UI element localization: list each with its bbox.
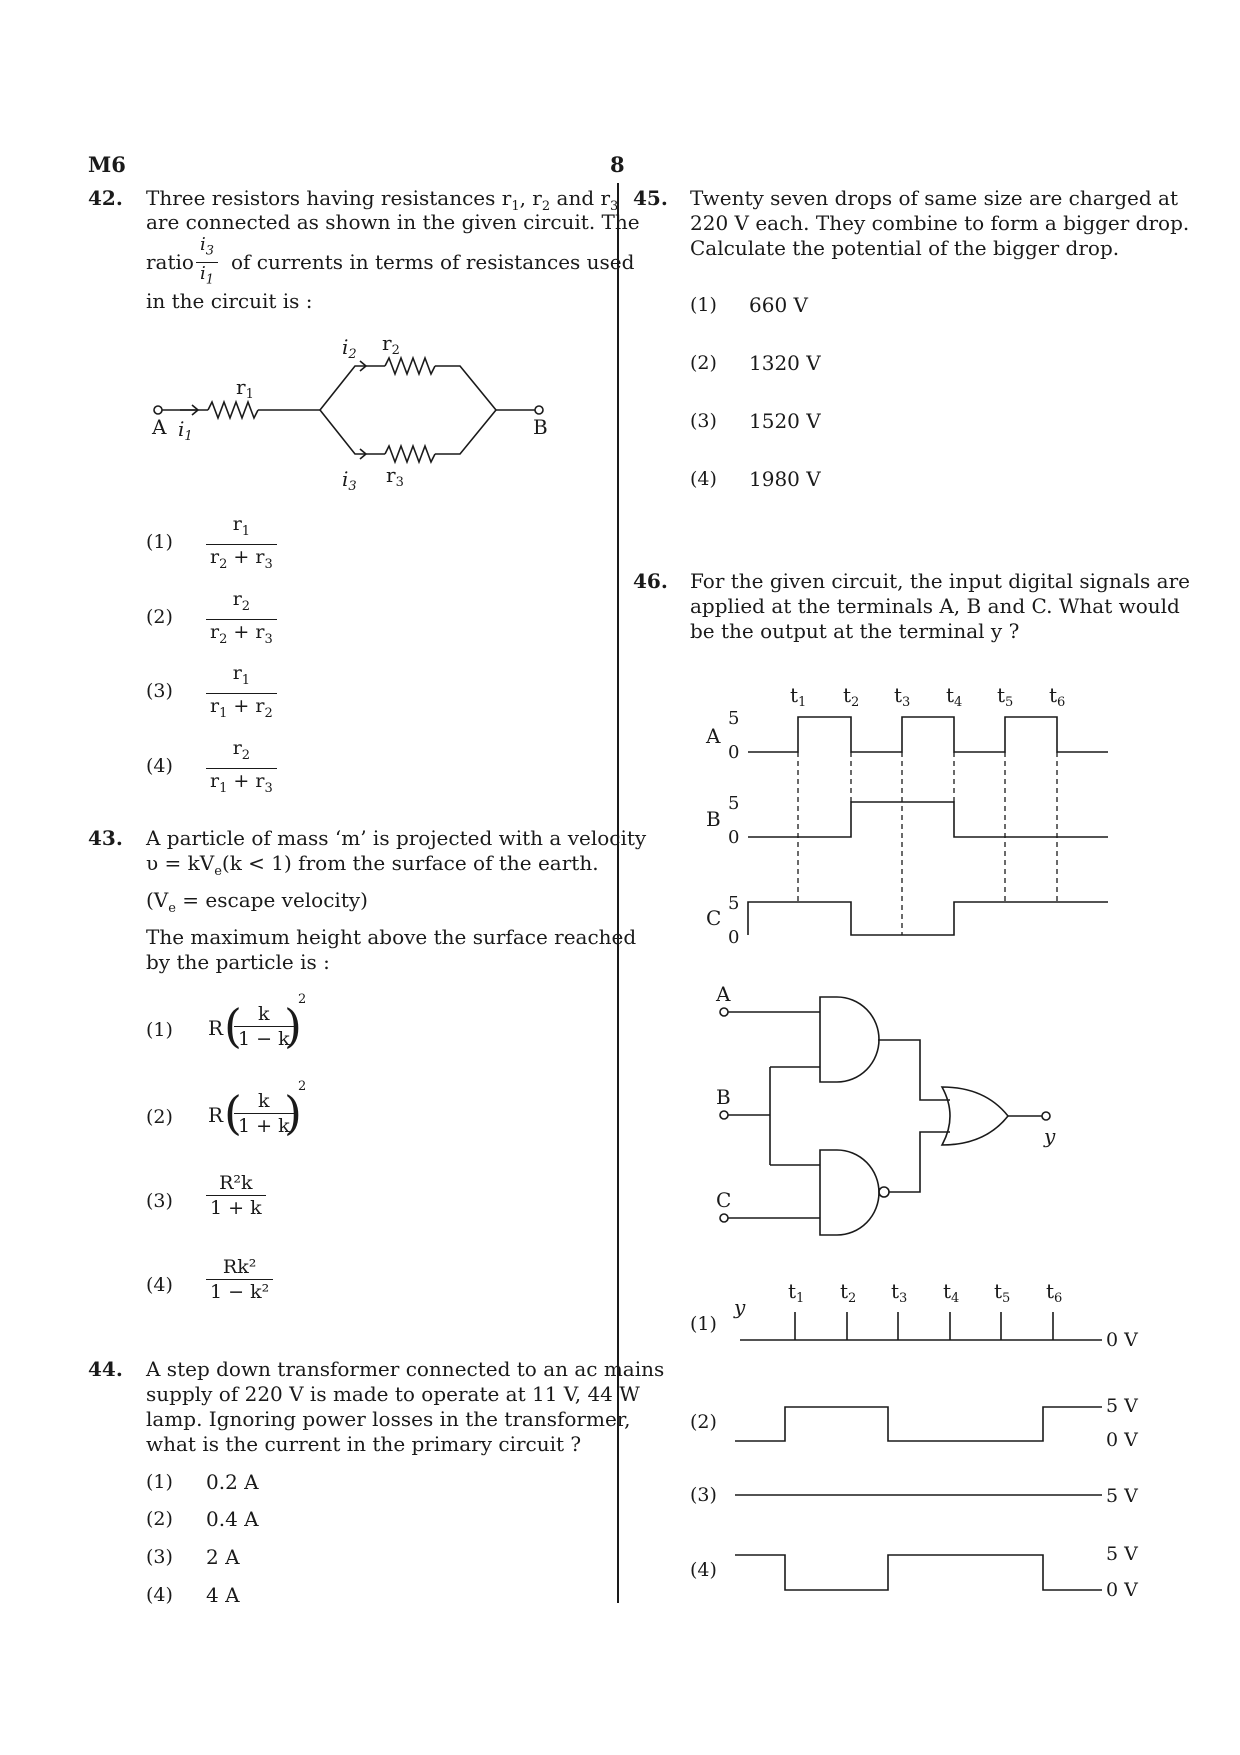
question-text: what is the current in the primary circuit ? (146, 1432, 582, 1456)
level-high-label: 5 (728, 793, 740, 814)
option-number: (3) (146, 680, 173, 702)
question-text: The maximum height above the surface reached (146, 925, 637, 949)
svg-text:t2: $t_2$ (840, 1279, 857, 1306)
question-text: Twenty seven drops of same size are charged at (690, 186, 1178, 210)
current-ratio: $\frac{i_3}{i_1}$ (196, 234, 218, 290)
option-number: (4) (146, 1584, 173, 1606)
option-number: (1) (146, 531, 173, 553)
level-high-label: 5 (728, 893, 740, 914)
option-4-text[interactable]: 4 A (206, 1583, 240, 1607)
level-low-label: 0 (728, 927, 740, 948)
svg-text:t1: $t_1$ (790, 683, 807, 710)
option-number: (4) (146, 755, 173, 777)
option-number: (4) (690, 1559, 717, 1581)
option-3-fraction[interactable]: $\frac{r_1}{r_1 + r_2}$ (206, 661, 277, 726)
svg-text:t5: $t_5$ (997, 683, 1014, 710)
option-4-waveform[interactable] (730, 1535, 1170, 1605)
svg-text:t3: $t_3$ (894, 683, 911, 710)
svg-text:t1: $t_1$ (788, 1279, 805, 1306)
svg-text:t4: $t_4$ (943, 1279, 960, 1306)
question-text: are connected as shown in the given circuit. The (146, 210, 640, 234)
signal-c-label: C (706, 906, 722, 930)
signal-b-label: B (706, 807, 721, 831)
question-text: applied at the terminals A, B and C. What would (690, 594, 1180, 618)
option-number: (3) (690, 410, 717, 432)
option-number: (2) (146, 1508, 173, 1530)
svg-text:i3: $i_3$ (342, 467, 357, 494)
option-number: (2) (690, 1411, 717, 1433)
terminal-b-label: B (533, 415, 548, 439)
resistor-circuit-diagram (150, 330, 550, 494)
option-1-fraction[interactable]: $\frac{k}{1 - k}$ (234, 1002, 294, 1051)
svg-text:t6: $t_6$ (1046, 1279, 1063, 1306)
question-number: 45. (633, 186, 668, 210)
exponent: 2 (298, 992, 307, 1007)
level-label: 0 V (1106, 1429, 1138, 1451)
question-text: lamp. Ignoring power losses in the transformer, (146, 1407, 631, 1431)
level-label: 5 V (1106, 1543, 1138, 1565)
gate-input-b-label: B (716, 1085, 731, 1109)
timing-diagram (690, 680, 1110, 960)
gate-output-y-label: y (1044, 1124, 1056, 1148)
question-number: 42. (88, 186, 123, 210)
level-label: 0 V (1106, 1329, 1138, 1351)
question-text: of currents in terms of resistances used (231, 250, 635, 274)
option-2-prefix: R (208, 1103, 224, 1127)
question-text: Three resistors having resistances $r_1$, $r_2$ and $r_3$ (146, 186, 619, 214)
right-paren: ) (284, 999, 302, 1053)
option-number: (3) (146, 1190, 173, 1212)
option-number: (3) (690, 1484, 717, 1506)
question-text: $\upsilon = kV_e(k < 1)$ from the surface of the earth. (146, 851, 599, 879)
svg-text:t4: $t_4$ (946, 683, 963, 710)
right-paren: ) (284, 1086, 302, 1140)
level-low-label: 0 (728, 742, 740, 763)
level-label: 5 V (1106, 1395, 1138, 1417)
svg-text:i2: $i_2$ (342, 335, 357, 362)
gate-input-c-label: C (716, 1188, 732, 1212)
level-high-label: 5 (728, 708, 740, 729)
question-number: 43. (88, 826, 123, 850)
option-1-text[interactable]: 0.2 A (206, 1470, 259, 1494)
option-number: (2) (146, 606, 173, 628)
exponent: 2 (298, 1079, 307, 1094)
question-text: in the circuit is : (146, 289, 313, 313)
option-2-fraction[interactable]: $\frac{r_2}{r_2 + r_3}$ (206, 587, 277, 652)
option-3-fraction[interactable]: $\frac{\text{R²k}}{1 + k}$ (206, 1171, 266, 1220)
option-number: (1) (690, 1313, 717, 1335)
option-number: (2) (146, 1106, 173, 1128)
option-2-text[interactable]: 0.4 A (206, 1507, 259, 1531)
left-paren: ( (224, 999, 242, 1053)
logic-gate-circuit (710, 982, 1110, 1235)
svg-text:r2: $r_2$ (382, 331, 400, 358)
question-text: be the output at the terminal y ? (690, 619, 1020, 643)
option-4-fraction[interactable]: $\frac{r_2}{r_1 + r_3}$ (206, 736, 277, 801)
option-1-waveform[interactable] (730, 1280, 1170, 1360)
level-label: 5 V (1106, 1485, 1138, 1507)
option-1-text[interactable]: 660 V (749, 293, 808, 317)
option-number: (2) (690, 352, 717, 374)
option-number: (3) (146, 1546, 173, 1568)
level-label: 0 V (1106, 1579, 1138, 1601)
option-1-fraction[interactable]: $\frac{r_1}{r_2 + r_3}$ (206, 512, 277, 577)
question-text: ratio (146, 250, 194, 274)
signal-a-label: A (706, 724, 721, 748)
svg-text:r1: $r_1$ (236, 375, 254, 402)
question-text: ($V_e$ = escape velocity) (146, 888, 368, 916)
option-2-fraction[interactable]: $\frac{k}{1 + k}$ (234, 1089, 294, 1138)
question-text: 220 V each. They combine to form a bigger drop. (690, 211, 1190, 235)
option-number: (1) (146, 1471, 173, 1493)
option-4-fraction[interactable]: $\frac{\text{Rk²}}{\text{1 − k²}}$ (206, 1255, 273, 1304)
gate-input-a-label: A (716, 982, 731, 1006)
svg-text:t3: $t_3$ (891, 1279, 908, 1306)
question-text: A particle of mass ‘m’ is projected with a velocity (146, 826, 647, 850)
svg-text:t5: $t_5$ (994, 1279, 1011, 1306)
option-number: (4) (146, 1274, 173, 1296)
question-text: by the particle is : (146, 950, 330, 974)
page-number: 8 (610, 152, 625, 177)
svg-text:t2: $t_2$ (843, 683, 860, 710)
header-code: M6 (88, 152, 126, 177)
option-3-text[interactable]: 1520 V (749, 409, 821, 433)
option-3-waveform[interactable] (730, 1475, 1170, 1515)
question-text: supply of 220 V is made to operate at 11 V, 44 W (146, 1382, 640, 1406)
option-number: (1) (690, 294, 717, 316)
option-number: (1) (146, 1019, 173, 1041)
option-3-text[interactable]: 2 A (206, 1545, 240, 1569)
question-text: Calculate the potential of the bigger drop. (690, 236, 1120, 260)
option-4-text[interactable]: 1980 V (749, 467, 821, 491)
left-paren: ( (224, 1086, 242, 1140)
option-2-text[interactable]: 1320 V (749, 351, 821, 375)
question-text: For the given circuit, the input digital signals are (690, 569, 1190, 593)
option-number: (4) (690, 468, 717, 490)
question-text: A step down transformer connected to an ac mains (146, 1357, 665, 1381)
output-y-label: y (734, 1295, 746, 1319)
level-low-label: 0 (728, 827, 740, 848)
svg-text:i1: $i_1$ (178, 417, 193, 444)
question-number: 46. (633, 569, 668, 593)
option-2-waveform[interactable] (730, 1385, 1170, 1455)
question-number: 44. (88, 1357, 123, 1381)
option-1-prefix: R (208, 1016, 224, 1040)
svg-text:t6: $t_6$ (1049, 683, 1066, 710)
terminal-a-label: A (152, 415, 167, 439)
svg-text:r3: $r_3$ (386, 463, 404, 490)
